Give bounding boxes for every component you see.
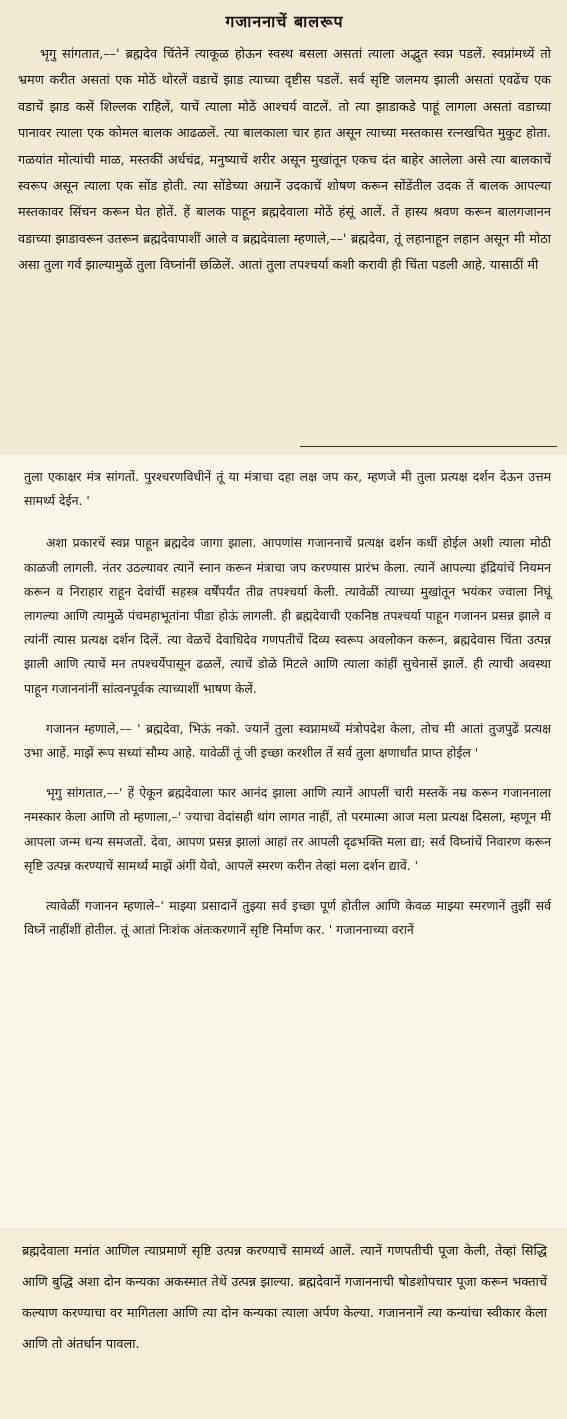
paragraph-siddhi-buddhi: ब्रह्मदेवाला मनांत आणिल त्याप्रमाणें सृष्टि उत्पन्न करण्याचें सामर्थ्य आलें. त्यानें गणपतीची पूजा केली, तेव्हां सिद्धि आणि बुद्धि अशा दोन कन्यका अकस्मात तेथें उत्पन्न झाल्या. ब्रह्मदेवानें गजाननाची षोडशोपचार पूजा करून भक्ताचें कल्याण करण्याचा वर मागितला आणि त्या दोन कन्यका त्याला अर्पण केल्या. गजाननानें त्या कन्यांचा स्वीकार केला आणि तो अंतर्धान पावला. — [22, 1244, 547, 1352]
paragraph-gajanan-speech: गजानन म्हणाले,–– ' ब्रह्मदेवा, भिऊं नको. ज्यानें तुला स्वप्नामध्यें मंत्रोपदेश केला, तोच मी आतां तुजपुढें प्रत्यक्ष उभा आहें. माझें रूप सध्यां सौम्य आहे. यावेळीं तूं जी इच्छा करशील तें सर्व तुला क्षणार्धांत प्राप्त होईल ' — [24, 720, 551, 761]
paragraph-brahma-penance: अशा प्रकारचें स्वप्न पाहून ब्रह्मदेव जागा झाला. आपणांस गजाननाचें प्रत्यक्ष दर्शन कधीं होईल अशी त्याला मोठी काळजी लागली. नंतर उठल्यावर त्यानें स्नान करून मंत्राचा जप करण्यास प्रारंभ केला. त्यानें आपल्या इंद्रियांचें नियमन करून व निराहार राहून देवांचीं सहस्त्र वर्षेंपर्यंत तीव्र तपश्चर्या केली. त्यावेळीं त्याच्या मुखांतून भयंकर ज्वाला निघूं लागल्या आणि त्यामुळें पंचमहाभूतांना पीडा होऊं लागली. ही ब्रह्मदेवाची एकनिष्ठ तपश्चर्या पाहून गजानन प्रसन्न झाले व त्यांनीं त्यास प्रत्यक्ष दर्शन दिलें. त्या वेळचें देवाधिदेव गणपतीचें दिव्य स्वरूप अवलोकन करून, ब्रह्मदेवास चिंता उत्पन्न झाली आणि त्याचें मन तपश्चर्येपासून ढळलें, त्याचें डोळे मिटले आणि त्याला कांहीं सुचेनासें झालें. ही त्याची अवस्था पाहून गजाननांनीं सांत्वनपूर्वक त्याच्याशीं भाषण केलें. — [24, 535, 551, 696]
page-segment-middle — [0, 455, 567, 1228]
paragraph-bhrigu-narration: भृगु सांगतात,––' ब्रह्मदेव चिंतेनें त्याकूळ होऊन स्वस्थ बसला असतां त्याला अद्भुत स्वप्न पडलें. स्वप्नांमध्यें तो भ्रमण करीत असतां एक मोठें थोरलें वडाचें झाड त्याच्या दृष्टीस पडलें. सर्व सृष्टि जलमय झाली असतां एवढेंच एक वडाचें झाड कसें शिल्लक राहिलें, याचें त्याला मोठें आश्चर्य वाटलें. तो त्या झाडाकडे पाहूं लागला असतां वडाच्या पानावर त्याला एक कोमल बालक आढळलें. त्या बालकाला चार हात असून त्याच्या मस्तकास रत्नखचित मुकुट होता. गळयांत मोत्यांची माळ, मस्तकीं अर्धचंद्र, मनुष्याचें शरीर असून मुखांतून एकच दंत बाहेर आलेला असे त्या बालकाचें स्वरूप असून त्याला एक सोंड होती. त्या सोंडेच्या अग्रानें उदकाचें शोषण करून सोंडेंतील उदक तें बालक आपल्या मस्तकावर सिंचन करून घेत होतें. हें बालक पाहून ब्रह्मदेवाला मोठें हंसूं आलें. तें हास्य श्रवण करून बालगजानन वडाच्या झाडावरून उतरून ब्रह्मदेवापाशीं आले व ब्रह्मदेवाला म्हणाले,––' ब्रह्मदेवा, तूं लहानाहून लहान असून मी मोठा असा तुला गर्व झाल्यामुळें तुला विघ्नांनीं छळिलें. आतां तुला तपश्चर्या कशी करावी ही चिंता पडली आहे. यासाठीं मी — [18, 47, 551, 274]
page-segment-top — [0, 0, 567, 455]
paragraph-continuation: तुला एकाक्षर मंत्र सांगतों. पुरश्चरणविधीनें तूं या मंत्राचा दहा लक्ष जप कर, म्हणजे मी तुला प्रत्यक्ष दर्शन देऊन उत्तम सामर्थ्य देईन. ' — [24, 469, 551, 509]
page-title: गजाननाचें बालरूप — [225, 12, 344, 31]
paragraph-brahma-prayer: भृगु सांगतात,––' हें ऐकून ब्रह्मदेवाला फार आनंद झाला आणि त्यानें आपलीं चारी मस्तकें नम्र करून गजाननाला नमस्कार केला आणि तो म्हणाला,–' ज्याचा वेदांसही थांग लागत नाहीं, तो परमात्मा आज मला प्रत्यक्ष दिसला, म्हणून मी आपला जन्म धन्य समजतों. देवा, आपण प्रसन्न झालां आहां तर आपली दृढभक्ति मला द्या; सर्व विघ्नांचें निवारण करून सृष्टि उत्पन्न करण्याचें सामर्थ्य माझें अंगीं येवो, आपलें स्मरण करीन तेव्हां मला दर्शन द्यावें. ' — [24, 785, 551, 873]
page-segment-bottom — [0, 1228, 567, 1419]
paragraph-gajanan-boon: त्यावेळीं गजानन म्हणाले–' माझ्या प्रसादानें तुझ्या सर्व इच्छा पूर्ण होतील आणि केवळ माझ्या स्मरणानें तुझीं सर्व विघ्नें नाहींशीं होतील. तूं आतां निःशंक अंतःकरणानें सृष्टि निर्माण कर. ' गजाननाच्या वरानें — [24, 898, 551, 938]
underline-rule — [300, 446, 557, 447]
